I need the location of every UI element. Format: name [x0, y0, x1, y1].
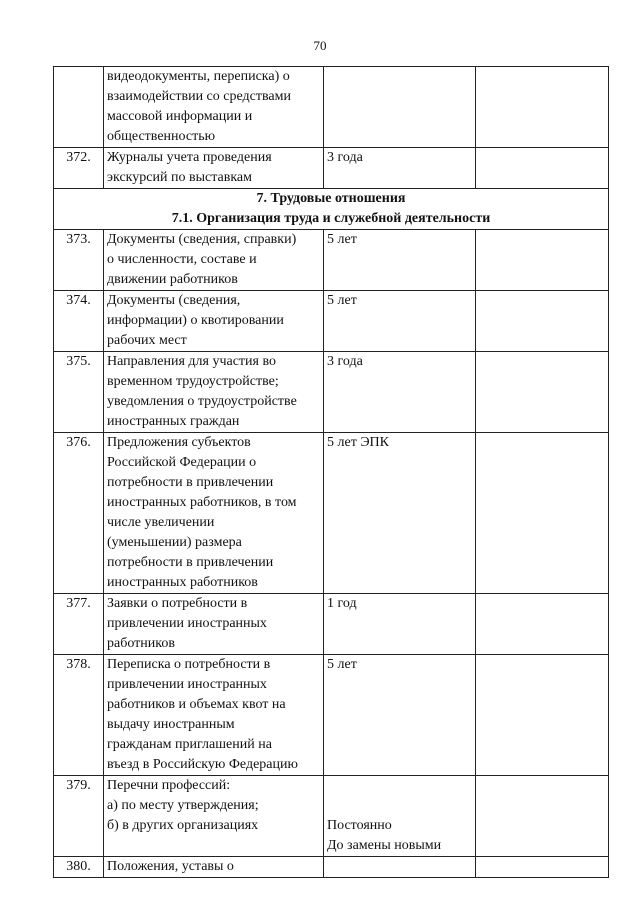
- document-type-line: привлечении иностранных: [107, 616, 267, 631]
- retention-term-line: До замены новыми: [327, 838, 442, 853]
- document-type-line: движении работников: [107, 272, 238, 287]
- document-type-line: выдачу иностранным: [107, 717, 235, 732]
- retention-term-line: 5 лет: [327, 657, 357, 672]
- retention-term-cell: [324, 352, 476, 433]
- row-number: 378.: [54, 655, 104, 776]
- document-type-line: о численности, составе и: [107, 252, 257, 267]
- retention-term-cell: [324, 655, 476, 776]
- retention-term-line: [327, 776, 472, 796]
- document-type-cell: [104, 67, 324, 148]
- document-type-line: работников: [107, 636, 175, 651]
- section-subheading: 7.1. Организация труда и служебной деятельности: [171, 211, 491, 226]
- section-header-row: [54, 189, 609, 230]
- retention-term-line: 5 лет: [327, 232, 357, 247]
- document-type-line: Перечни профессий:: [107, 778, 231, 793]
- document-type-line: потребности в привлечении: [107, 475, 274, 490]
- document-type-line: Положения, уставы о: [107, 859, 234, 874]
- document-type-line: видеодокументы, переписка) о: [107, 69, 290, 84]
- document-type-line: работников и объемах квот на: [107, 697, 286, 712]
- row-number: 372.: [54, 148, 104, 189]
- note-cell: [476, 857, 609, 878]
- row-number: 374.: [54, 291, 104, 352]
- document-type-line: общественностью: [107, 129, 216, 144]
- note-cell: [476, 230, 609, 291]
- document-type-line: Предложения субъектов: [107, 435, 251, 450]
- note-cell: [476, 148, 609, 189]
- retention-term-cell: [324, 291, 476, 352]
- document-type-line: информации) о квотировании: [107, 313, 284, 328]
- table-row: [54, 857, 609, 878]
- document-type-cell: [104, 291, 324, 352]
- document-type-line: иностранных граждан: [107, 414, 240, 429]
- document-type-cell: [104, 433, 324, 594]
- document-type-cell: [104, 776, 324, 857]
- document-type-line: Заявки о потребности в: [107, 596, 248, 611]
- table-row: [54, 67, 609, 148]
- document-type-line: Российской Федерации о: [107, 455, 257, 470]
- document-type-line: а) по месту утверждения;: [107, 798, 259, 813]
- note-cell: [476, 352, 609, 433]
- row-number: 379.: [54, 776, 104, 857]
- table-row: [54, 433, 609, 594]
- document-type-line: экскурсий по выставкам: [107, 170, 252, 185]
- retention-term-cell: [324, 857, 476, 878]
- document-type-line: Переписка о потребности в: [107, 657, 271, 672]
- retention-term-cell: [324, 776, 476, 857]
- table-row: [54, 148, 609, 189]
- retention-schedule-table: [53, 66, 609, 878]
- document-type-line: числе увеличении: [107, 515, 215, 530]
- row-number: 376.: [54, 433, 104, 594]
- row-number: [54, 67, 104, 148]
- retention-term-line: 5 лет ЭПК: [327, 435, 390, 450]
- document-type-cell: [104, 857, 324, 878]
- document-type-line: потребности в привлечении: [107, 555, 274, 570]
- table-body: [54, 230, 609, 878]
- document-type-line: б) в других организациях: [107, 818, 259, 833]
- retention-term-line: Постоянно: [327, 818, 392, 833]
- table-row: [54, 776, 609, 857]
- retention-term-cell: [324, 67, 476, 148]
- document-type-line: иностранных работников, в том: [107, 495, 297, 510]
- retention-term-cell: [324, 230, 476, 291]
- retention-term-line: 3 года: [327, 150, 363, 165]
- retention-term-line: 1 год: [327, 596, 357, 611]
- document-type-line: привлечении иностранных: [107, 677, 267, 692]
- document-type-line: уведомления о трудоустройстве: [107, 394, 297, 409]
- page-number: 70: [313, 38, 327, 53]
- note-cell: [476, 776, 609, 857]
- note-cell: [476, 655, 609, 776]
- row-number: 375.: [54, 352, 104, 433]
- document-type-line: Направления для участия во: [107, 354, 276, 369]
- retention-term-line: 3 года: [327, 354, 363, 369]
- retention-term-line: 5 лет: [327, 293, 357, 308]
- document-type-cell: [104, 352, 324, 433]
- document-type-cell: [104, 594, 324, 655]
- table-row: [54, 230, 609, 291]
- row-number: 373.: [54, 230, 104, 291]
- table-row: [54, 291, 609, 352]
- section-heading: 7. Трудовые отношения: [256, 191, 406, 206]
- document-type-line: (уменьшении) размера: [107, 535, 242, 550]
- document-type-line: Документы (сведения, справки): [107, 232, 297, 247]
- note-cell: [476, 594, 609, 655]
- row-number: 377.: [54, 594, 104, 655]
- note-cell: [476, 433, 609, 594]
- table-row: [54, 655, 609, 776]
- document-type-line: иностранных работников: [107, 575, 258, 590]
- note-cell: [476, 67, 609, 148]
- retention-term-line: [327, 796, 472, 816]
- document-type-line: Журналы учета проведения: [107, 150, 272, 165]
- retention-term-cell: [324, 594, 476, 655]
- document-type-line: временном трудоустройстве;: [107, 374, 279, 389]
- retention-term-cell: [324, 433, 476, 594]
- retention-term-cell: [324, 148, 476, 189]
- table-row: [54, 352, 609, 433]
- document-type-line: въезд в Российскую Федерацию: [107, 757, 298, 772]
- table-row: [54, 594, 609, 655]
- section-header-cell: [54, 189, 609, 230]
- note-cell: [476, 291, 609, 352]
- document-type-line: гражданам приглашений на: [107, 737, 272, 752]
- row-number: 380.: [54, 857, 104, 878]
- document-type-line: Документы (сведения,: [107, 293, 241, 308]
- document-type-line: взаимодействии со средствами: [107, 89, 291, 104]
- document-type-cell: [104, 148, 324, 189]
- document-type-cell: [104, 655, 324, 776]
- document-type-cell: [104, 230, 324, 291]
- document-type-line: массовой информации и: [107, 109, 253, 124]
- document-type-line: рабочих мест: [107, 333, 187, 348]
